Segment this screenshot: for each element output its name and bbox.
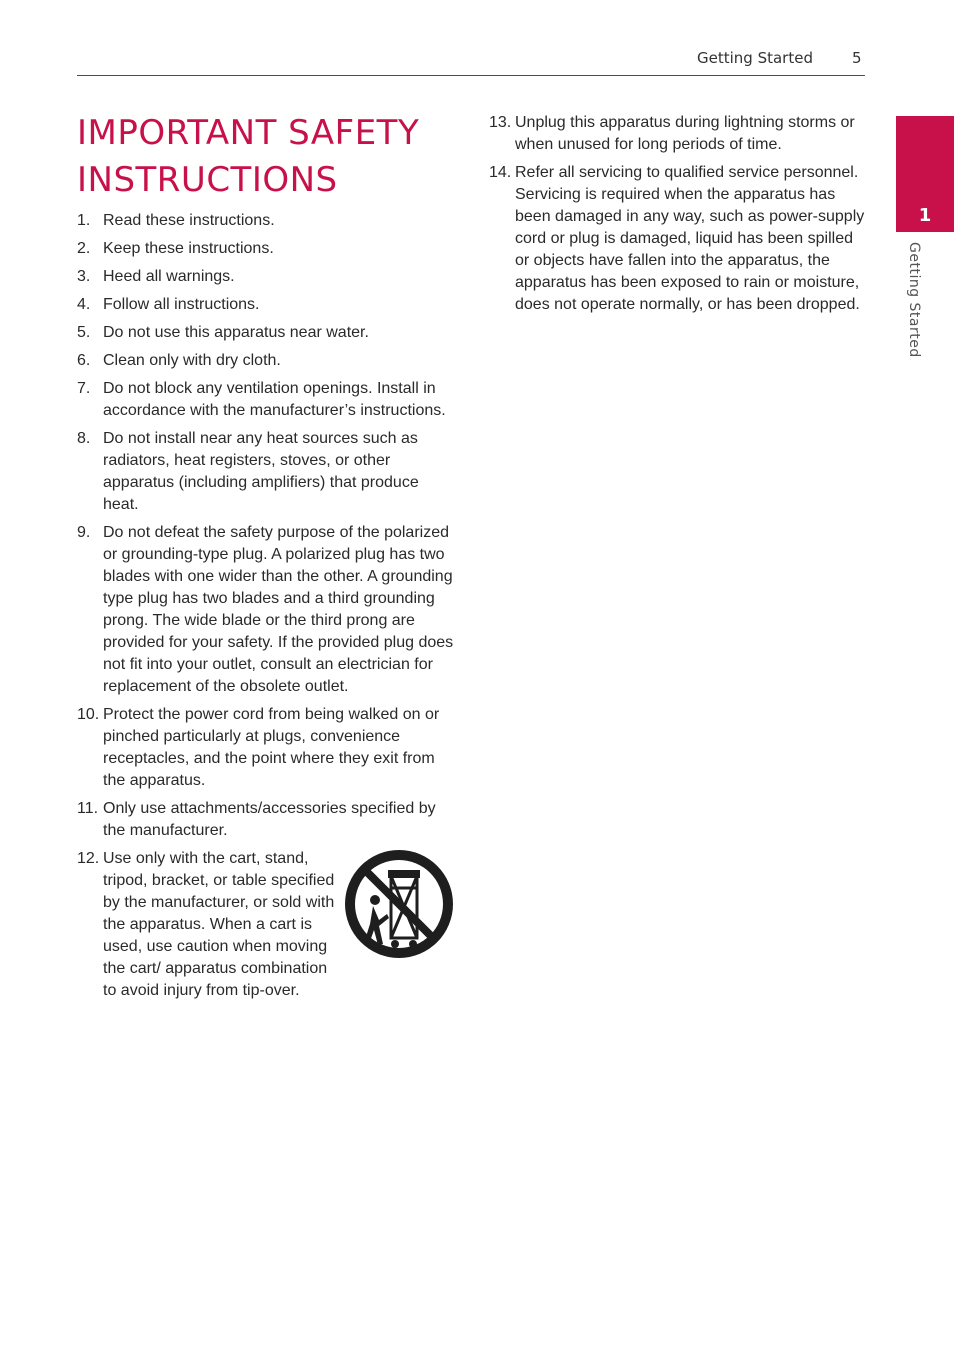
list-item <box>77 322 457 344</box>
instructions-list-right <box>489 112 869 316</box>
item-number: 14. <box>489 164 512 181</box>
item-number: 8. <box>77 430 91 447</box>
chapter-number: 1 <box>918 205 932 226</box>
item-text: Do not install near any heat sources such as radiators, heat registers, stoves, or other apparatus (including amplifiers) that produce heat. <box>103 430 419 513</box>
list-item <box>77 798 457 842</box>
item-number: 10. <box>77 706 100 723</box>
item-text: Do not block any ventilation openings. Install in accordance with the manufacturer’s instructions. <box>103 380 446 419</box>
item-number: 2. <box>77 240 91 257</box>
header-section-title: Getting Started <box>697 49 813 67</box>
item-text: Read these instructions. <box>103 212 275 229</box>
item-text: Refer all servicing to qualified service personnel. Servicing is required when the apparatus has been damaged in any way, such as power-supply cord or plug is damaged, liquid has been spilled or objects have fallen into the apparatus, the apparatus has been exposed to rain or moisture, does not operate normally, or has been dropped. <box>515 164 865 313</box>
item-text: Protect the power cord from being walked on or pinched particularly at plugs, convenience receptacles, and the point where they exit from the apparatus. <box>103 706 440 789</box>
page-title: IMPORTANT SAFETY INSTRUCTIONS <box>77 113 420 200</box>
page-number: 5 <box>852 49 862 67</box>
item-text: Do not use this apparatus near water. <box>103 324 369 341</box>
cart-tip-over-warning-icon <box>343 848 455 960</box>
list-item <box>77 238 457 260</box>
item-number: 3. <box>77 268 91 285</box>
item-text: Use only with the cart, stand, tripod, bracket, or table specified by the manufacturer, or sold with the apparatus. When a cart is used, use caution when moving the cart/ apparatus combination to avoid injury from tip-over. <box>103 850 335 999</box>
item-number: 5. <box>77 324 91 341</box>
list-item <box>77 704 457 792</box>
chapter-tab <box>896 116 954 232</box>
instructions-right-column <box>489 112 869 322</box>
list-item <box>77 294 457 316</box>
list-item <box>77 428 457 516</box>
item-number: 9. <box>77 524 91 541</box>
list-item <box>77 848 457 1002</box>
list-item <box>489 162 869 316</box>
list-item <box>77 210 457 232</box>
item-number: 6. <box>77 352 91 369</box>
item-number: 4. <box>77 296 91 313</box>
instructions-left-column <box>77 210 457 1008</box>
instructions-list-left <box>77 210 457 1002</box>
item-text: Follow all instructions. <box>103 296 260 313</box>
item-text: Keep these instructions. <box>103 240 274 257</box>
item-number: 1. <box>77 212 91 229</box>
list-item <box>489 112 869 156</box>
chapter-label: Getting Started <box>906 242 922 358</box>
list-item <box>77 378 457 422</box>
header-divider <box>77 75 865 76</box>
list-item <box>77 522 457 698</box>
list-item <box>77 350 457 372</box>
item-number: 11. <box>77 800 99 817</box>
list-item <box>77 266 457 288</box>
item-number: 13. <box>489 114 512 131</box>
item-text: Do not defeat the safety purpose of the polarized or grounding-type plug. A polarized plug has two blades with one wider than the other. A grounding type plug has two blades and a third grounding prong. The wide blade or the third prong are provided for your safety. If the provided plug does not fit into your outlet, consult an electrician for replacement of the obsolete outlet. <box>103 524 454 695</box>
item-text: Only use attachments/accessories specified by the manufacturer. <box>103 800 436 839</box>
item-text: Unplug this apparatus during lightning storms or when unused for long periods of time. <box>515 114 855 153</box>
item-text: Clean only with dry cloth. <box>103 352 281 369</box>
item-text: Heed all warnings. <box>103 268 235 285</box>
item-number: 7. <box>77 380 91 397</box>
item-number: 12. <box>77 850 100 867</box>
